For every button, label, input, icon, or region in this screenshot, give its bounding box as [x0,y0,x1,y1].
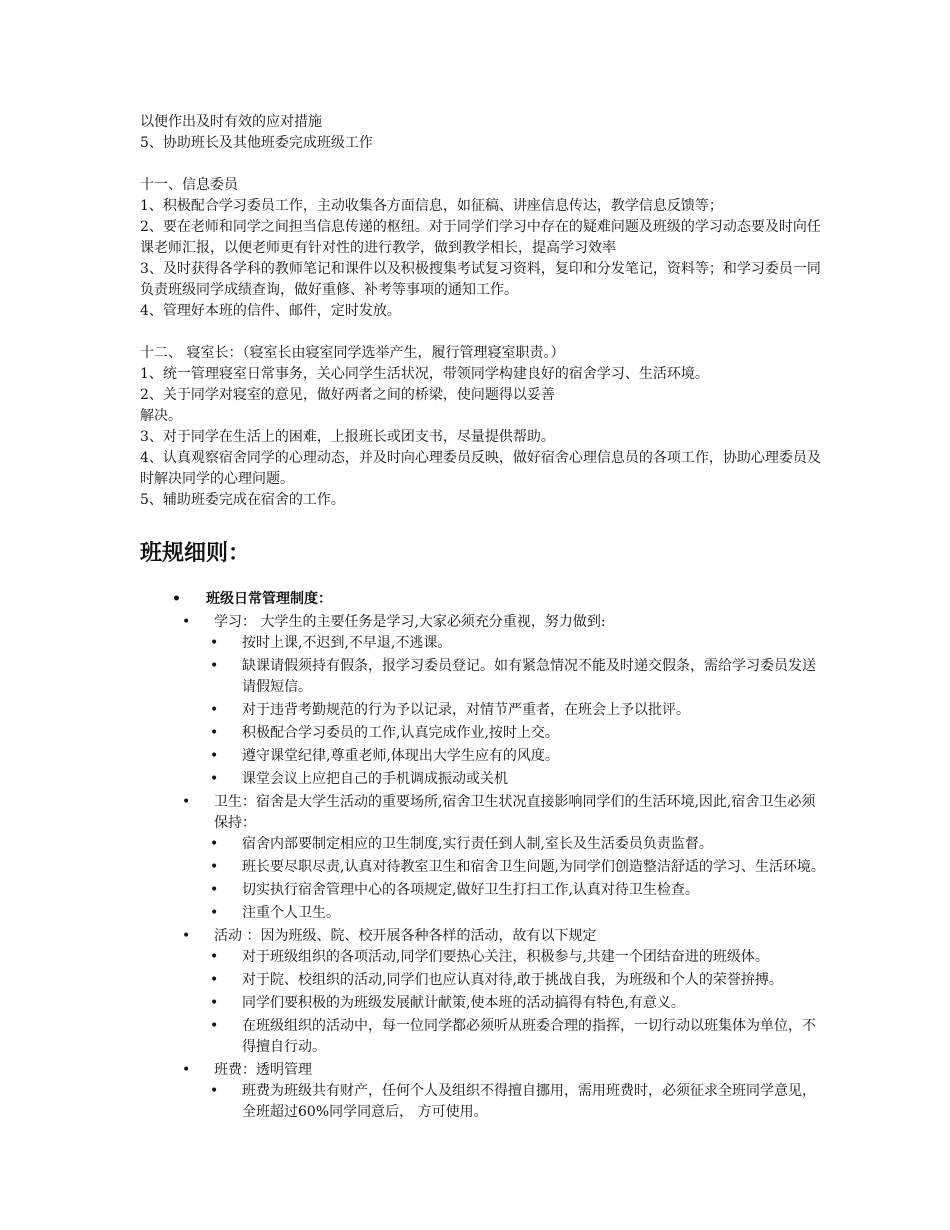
group-label: • 卫生：宿舍是大学生活动的重要场所,宿舍卫生状况直接影响同学们的生活环境,因此,宿舍卫生必须保持： [214,794,816,831]
list-item: • 在班级组织的活动中，每一位同学都必须听从班委合理的指挥，一切行动以班集体为单位，不得擅自行动。 [140,1016,825,1058]
rules-list [140,589,825,1123]
group-label: • 活动 ：因为班级、院、校开展各种各样的活动，故有以下规定 [214,928,597,944]
section-item: 1、积极配合学习委员工作，主动收集各方面信息，如征稿、讲座信息传达，教学信息反馈等； [140,198,723,214]
group-label: • 学习： 大学生的主要任务是学习,大家必须充分重视，努力做到: [214,614,606,630]
section-item: 解决。 [140,408,182,424]
section-item: 3、对于同学在生活上的困难，上报班长或团支书，尽量提供帮助。 [140,429,555,445]
spacer [140,322,825,343]
section-item: 2、要在老师和同学之间担当信息传递的枢纽。对于同学们学习中存在的疑难问题及班级的学习动态要及时向任课老师汇报，以便老师更有针对性的进行教学，做到教学相长，提高学习效率 [140,219,821,256]
list-item: • 注重个人卫生。 [140,903,825,924]
section-item: 3、及时获得各学科的教师笔记和课件以及积极搜集考试复习资料，复印和分发笔记，资料等；和学习委员一同负责班级同学成绩查询，做好重修、补考等事项的通知工作。 [140,261,821,298]
rules-groups [206,612,825,1123]
section-item: 1、统一管理寝室日常事务，关心同学生活状况，带领同学构建良好的宿舍学习、生活环境。 [140,366,709,382]
spacer [140,154,825,175]
list-item: • 同学们要积极的为班级发展献计献策,使本班的活动搞得有特色,有意义。 [140,993,825,1014]
rules-group-hygiene [140,792,825,924]
rules-group-activities [140,926,825,1058]
list-item: • 班长要尽职尽责,认真对待教室卫生和宿舍卫生问题,为同学们创造整洁舒适的学习、生活环境。 [140,857,825,878]
list-item: • 对于院、校组织的活动,同学们也应认真对待,敢于挑战自我，为班级和个人的荣誉拚搏。 [140,970,825,991]
rules-system-title: 班级日常管理制度： [206,591,332,607]
list-item: • 对于违背考勤规范的行为予以记录，对情节严重者，在班会上予以批评。 [140,700,825,721]
section-item: 2、关于同学对寝室的意见，做好两者之间的桥梁，使问题得以妥善 [140,387,555,403]
group-items [214,947,825,1058]
section-title: 十一、信息委员 [140,177,238,193]
list-item: • 宿舍内部要制定相应的卫生制度,实行责任到人制,室长及生活委员负责监督。 [140,834,825,855]
text-line: 以便作出及时有效的应对措施 [140,114,322,130]
rules-system-item [140,589,825,1123]
document-page [140,112,825,1125]
list-item: • 积极配合学习委员的工作,认真完成作业,按时上交。 [140,723,825,744]
list-item: • 对于班级组织的各项活动,同学们要热心关注，积极参与,共建一个团结奋进的班级体。 [140,947,825,968]
section-item: 5、辅助班委完成在宿舍的工作。 [140,492,345,508]
list-item: • 班费为班级共有财产，任何个人及组织不得擅自挪用，需用班费时，必须征求全班同学意见，全班超过60%同学同意后， 方可使用。 [140,1081,825,1123]
group-items [214,1081,825,1123]
group-items [214,633,825,790]
section-title: 十二、 寝室长：（寝室长由寝室同学选举产生，履行管理寝室职责。） [140,345,565,361]
section-item: 4、管理好本班的信件、邮件，定时发放。 [140,303,401,319]
rules-group-class-fund [140,1060,825,1123]
group-items [214,834,825,924]
list-item: • 课堂会议上应把自己的手机调成振动或关机 [140,769,825,790]
list-item: • 缺课请假须持有假条，报学习委员登记。如有紧急情况不能及时递交假条，需给学习委员发送请假短信。 [140,656,825,698]
text-line: 5、协助班长及其他班委完成班级工作 [140,135,373,151]
list-item: • 按时上课,不迟到,不早退,不逃课。 [140,633,825,654]
list-item: • 遵守课堂纪律,尊重老师,体现出大学生应有的风度。 [140,746,825,767]
list-item: • 切实执行宿舍管理中心的各项规定,做好卫生打扫工作,认真对待卫生检查。 [140,880,825,901]
rules-group-study [140,612,825,790]
rules-heading: 班规细则： [140,540,251,566]
section-item: 4、认真观察宿舍同学的心理动态，并及时向心理委员反映，做好宿舍心理信息员的各项工作，协助心理委员及时解决同学的心理问题。 [140,450,821,487]
group-label: • 班费：透明管理 [214,1062,312,1078]
